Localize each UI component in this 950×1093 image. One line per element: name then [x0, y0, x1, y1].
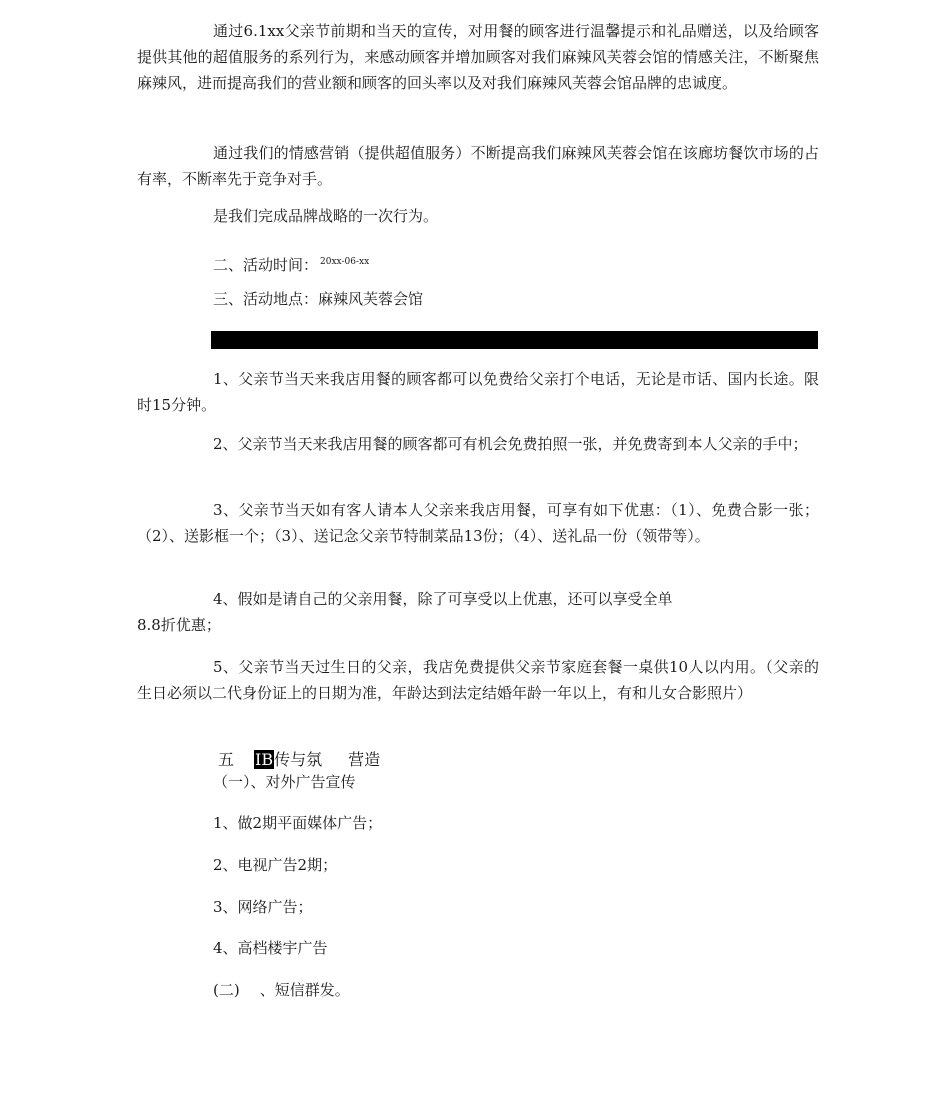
section-5-title-part1: 传与氛: [274, 750, 323, 769]
offer-item-4-line1: 4、假如是请自己的父亲用餐，除了可享受以上优惠，还可以享受全单: [213, 590, 673, 608]
section-5-heading: [218, 750, 380, 770]
offer-item-3: 3、父亲节当天如有客人请本人父亲来我店用餐，可享有如下优惠：（1）、免费合影一张；（2）、送影框一个；（3）、送记念父亲节特制菜品13份；（4）、送礼品一份（领带等）。: [137, 501, 819, 545]
intro-paragraph-1: 通过6.1xx父亲节前期和当天的宣传，对用餐的顾客进行温馨提示和礼品赠送，以及给顾客提供其他的超值服务的系列行为，来感动顾客并增加顾客对我们麻辣风芙蓉会馆的情感关注，不断聚焦麻辣风，进而提高我们的营业额和顾客的回头率以及对我们麻辣风芙蓉会馆品牌的忠诚度。: [137, 22, 819, 92]
activity-place: 三、活动地点：麻辣风芙蓉会馆: [213, 290, 424, 308]
activity-time: [213, 252, 369, 275]
subsection-2-title: 、短信群发。: [259, 981, 350, 999]
activity-time-label: 二、活动时间：: [213, 256, 319, 274]
section-5-number: 五: [218, 750, 235, 769]
ad-item-4: 4、高档楼宇广告: [213, 939, 328, 957]
ad-item-2: 2、电视广告2期；: [213, 856, 338, 874]
subsection-1-heading: （一）、对外广告宣传: [213, 773, 356, 791]
offer-item-2: 2、父亲节当天来我店用餐的顾客都可有机会免费拍照一张，并免费寄到本人父亲的手中；: [213, 435, 808, 453]
section-5-highlight: IB: [255, 750, 274, 769]
intro-paragraph-3: 是我们完成品牌战略的一次行为。: [213, 207, 439, 225]
ad-item-3: 3、网络广告；: [213, 898, 313, 916]
activity-time-value: 20xx-06-xx: [320, 257, 370, 267]
offer-item-1: 1、父亲节当天来我店用餐的顾客都可以免费给父亲打个电话，无论是市话、国内长途。限时15分钟。: [137, 370, 819, 414]
offer-item-5: 5、父亲节当天过生日的父亲，我店免费提供父亲节家庭套餐一桌供10人以内用。（父亲的生日必须以二代身份证上的日期为准，年龄达到法定结婚年龄一年以上，有和儿女合影照片）: [137, 658, 819, 702]
section-5-title-part2: 营造: [348, 750, 381, 769]
ad-item-1: 1、做2期平面媒体广告；: [213, 814, 383, 832]
offer-item-4-line2: 8.8折优惠；: [137, 616, 221, 634]
subsection-2-heading: [213, 980, 350, 1000]
redaction-bar: [211, 331, 818, 349]
intro-paragraph-2: 通过我们的情感营销（提供超值服务）不断提高我们麻辣风芙蓉会馆在该廊坊餐饮市场的占有率，不断率先于竞争对手。: [137, 144, 819, 188]
subsection-2-number: (二): [213, 981, 240, 999]
